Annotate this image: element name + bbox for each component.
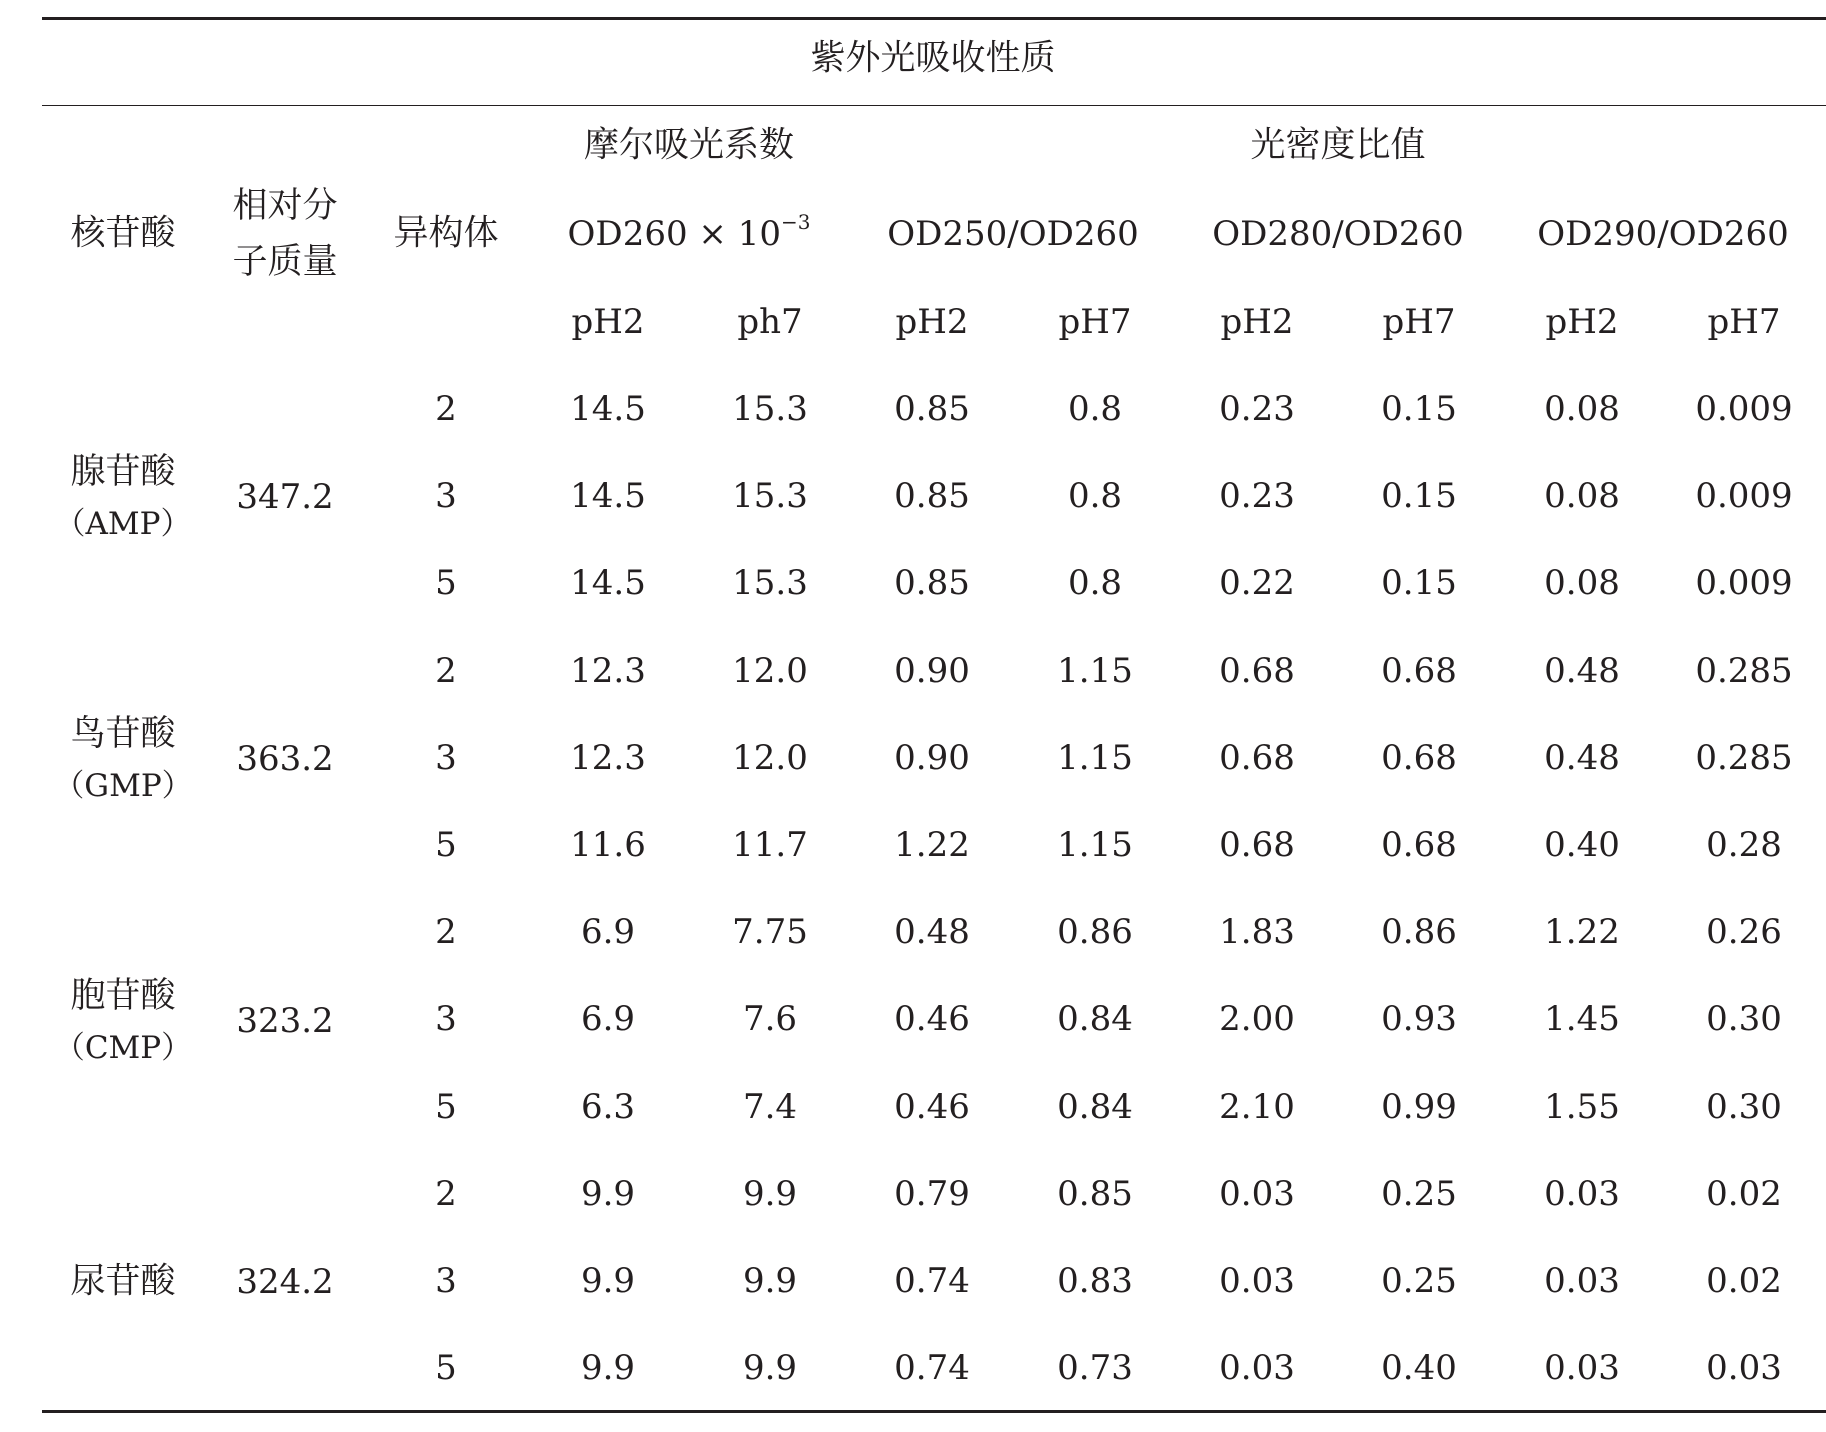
table-cell: 9.9: [742, 1173, 798, 1214]
table-cell: 0.86: [1381, 912, 1457, 953]
table-cell: 0.90: [894, 737, 970, 778]
table-cell: 0.25: [1381, 1261, 1457, 1301]
table-cell: 0.15: [1381, 476, 1457, 517]
ph-label: pH7: [1382, 302, 1456, 342]
nucleotide-name-gmp: 鸟苷酸 （GMP）: [53, 714, 193, 805]
ph-label: pH2: [571, 302, 645, 342]
isomer-cell: 5: [435, 1086, 457, 1127]
isomer-cell: 2: [435, 650, 457, 691]
table-cell: 0.009: [1695, 563, 1793, 604]
table-cell: 0.25: [1381, 1173, 1457, 1214]
table-cell: 1.55: [1544, 1086, 1620, 1127]
table-cell: 0.03: [1544, 1173, 1620, 1214]
table-cell: 0.85: [894, 476, 970, 517]
isomer-cell: 5: [435, 563, 457, 604]
table-cell: 0.8: [1067, 476, 1123, 517]
table-cell: 0.285: [1695, 650, 1793, 691]
table-cell: 0.68: [1381, 825, 1457, 865]
table-cell: 6.3: [580, 1086, 636, 1127]
table-cell: 0.48: [1544, 737, 1620, 778]
table-cell: 14.5: [570, 563, 646, 604]
table-cell: 0.99: [1381, 1086, 1457, 1127]
table-cell: 0.68: [1381, 737, 1457, 778]
table-top-rule: [42, 17, 1826, 20]
table-cell: 0.08: [1544, 389, 1620, 429]
table-cell: 6.9: [580, 999, 636, 1040]
table-header-rule: [42, 105, 1826, 106]
nucleotide-name-cmp: 胞苷酸 （CMP）: [53, 976, 193, 1067]
molecular-weight-amp: 347.2: [236, 477, 334, 517]
table-cell: 2.00: [1219, 999, 1295, 1040]
table-cell: 1.22: [894, 825, 970, 865]
molecular-weight-ump: 324.2: [236, 1262, 334, 1302]
table-cell: 0.84: [1057, 1086, 1133, 1127]
table-cell: 0.8: [1067, 563, 1123, 604]
table-cell: 7.4: [742, 1086, 798, 1127]
table-cell: 15.3: [732, 563, 808, 604]
table-cell: 9.9: [742, 1348, 798, 1389]
table-cell: 0.68: [1219, 737, 1295, 778]
table-cell: 0.48: [894, 912, 970, 953]
table-cell: 0.26: [1706, 912, 1782, 953]
table-cell: 0.40: [1544, 825, 1620, 865]
table-cell: 0.08: [1544, 476, 1620, 517]
table-cell: 0.74: [894, 1261, 970, 1301]
table-cell: 1.15: [1057, 825, 1133, 865]
table-bottom-rule: [42, 1410, 1826, 1413]
table-cell: 1.45: [1544, 999, 1620, 1040]
table-cell: 9.9: [742, 1261, 798, 1301]
col-header-od250-od260: OD250/OD260: [887, 214, 1139, 254]
table-cell: 0.83: [1057, 1261, 1133, 1301]
table-cell: 0.73: [1057, 1348, 1133, 1389]
table-cell: 11.6: [570, 825, 646, 865]
isomer-cell: 2: [435, 389, 457, 429]
group-title: 紫外光吸收性质: [810, 38, 1056, 79]
ph-label: pH2: [895, 302, 969, 342]
table-cell: 0.02: [1706, 1261, 1782, 1301]
isomer-cell: 5: [435, 825, 457, 865]
table-cell: 0.85: [894, 389, 970, 429]
table-cell: 0.48: [1544, 650, 1620, 691]
table-cell: 0.74: [894, 1348, 970, 1389]
molecular-weight-cmp: 323.2: [236, 1001, 334, 1041]
isomer-cell: 3: [435, 1261, 457, 1301]
table-cell: 15.3: [732, 476, 808, 517]
table-cell: 11.7: [732, 825, 808, 865]
table-cell: 0.03: [1544, 1261, 1620, 1301]
isomer-cell: 2: [435, 1173, 457, 1214]
table-cell: 12.0: [732, 737, 808, 778]
table-cell: 0.86: [1057, 912, 1133, 953]
ph-label: ph7: [737, 302, 803, 342]
table-cell: 0.85: [1057, 1173, 1133, 1214]
col-header-od280-od260: OD280/OD260: [1212, 214, 1464, 254]
molecular-weight-gmp: 363.2: [236, 739, 334, 779]
table-cell: 0.03: [1544, 1348, 1620, 1389]
ph-label: pH7: [1058, 302, 1132, 342]
table-cell: 0.84: [1057, 999, 1133, 1040]
col-header-isomer: 异构体: [393, 213, 499, 254]
table-cell: 1.83: [1219, 912, 1295, 953]
table-cell: 0.79: [894, 1173, 970, 1214]
table-cell: 0.68: [1219, 650, 1295, 691]
table-cell: 1.15: [1057, 737, 1133, 778]
ph-label: pH7: [1707, 302, 1781, 342]
col-header-molar-absorptivity: 摩尔吸光系数: [583, 125, 795, 166]
table-cell: 0.30: [1706, 999, 1782, 1040]
col-header-od260: $OD260 \times 10^{-3}$: [567, 210, 811, 254]
col-header-nucleotide: 核苷酸: [70, 213, 176, 254]
table-cell: 0.40: [1381, 1348, 1457, 1389]
ph-label: pH2: [1545, 302, 1619, 342]
table-cell: 14.5: [570, 389, 646, 429]
table-cell: 0.23: [1219, 476, 1295, 517]
table-cell: 7.75: [732, 912, 808, 953]
table-cell: 0.46: [894, 1086, 970, 1127]
table-cell: 0.23: [1219, 389, 1295, 429]
table-cell: 7.6: [742, 999, 798, 1040]
table-cell: 0.85: [894, 563, 970, 604]
isomer-cell: 3: [435, 476, 457, 517]
table-cell: 9.9: [580, 1348, 636, 1389]
table-cell: 0.15: [1381, 389, 1457, 429]
table-cell: 9.9: [580, 1261, 636, 1301]
table-cell: 0.68: [1381, 650, 1457, 691]
isomer-cell: 3: [435, 737, 457, 778]
table-cell: 0.285: [1695, 737, 1793, 778]
table-cell: 0.15: [1381, 563, 1457, 604]
table-cell: 0.08: [1544, 563, 1620, 604]
table-cell: 9.9: [580, 1173, 636, 1214]
table-cell: 14.5: [570, 476, 646, 517]
table-cell: 2.10: [1219, 1086, 1295, 1127]
table-cell: 0.93: [1381, 999, 1457, 1040]
table-cell: 1.22: [1544, 912, 1620, 953]
table-cell: 0.28: [1706, 825, 1782, 865]
table-cell: 0.03: [1219, 1348, 1295, 1389]
table-cell: 0.02: [1706, 1173, 1782, 1214]
table-cell: 15.3: [732, 389, 808, 429]
isomer-cell: 3: [435, 999, 457, 1040]
table-cell: 0.90: [894, 650, 970, 691]
col-header-od-ratio: 光密度比值: [1250, 125, 1426, 166]
nucleotide-name-ump: 尿苷酸: [70, 1261, 176, 1302]
col-header-molecular-weight: 相对分子质量: [232, 186, 338, 282]
table-cell: 0.009: [1695, 476, 1793, 517]
isomer-cell: 2: [435, 912, 457, 953]
ph-label: pH2: [1220, 302, 1294, 342]
table-cell: 0.03: [1706, 1348, 1782, 1389]
table-cell: 12.3: [570, 737, 646, 778]
isomer-cell: 5: [435, 1348, 457, 1389]
table-cell: 0.8: [1067, 389, 1123, 429]
table-cell: 1.15: [1057, 650, 1133, 691]
table-cell: 0.68: [1219, 825, 1295, 865]
table-cell: 0.009: [1695, 389, 1793, 429]
table-cell: 0.22: [1219, 563, 1295, 604]
table-cell: 12.0: [732, 650, 808, 691]
table-cell: 12.3: [570, 650, 646, 691]
table-cell: 0.30: [1706, 1086, 1782, 1127]
nucleotide-name-amp: 腺苷酸 （AMP）: [54, 452, 192, 543]
table-cell: 0.03: [1219, 1173, 1295, 1214]
col-header-od290-od260: OD290/OD260: [1537, 214, 1789, 254]
table-cell: 0.46: [894, 999, 970, 1040]
table-cell: 0.03: [1219, 1261, 1295, 1301]
table-cell: 6.9: [580, 912, 636, 953]
